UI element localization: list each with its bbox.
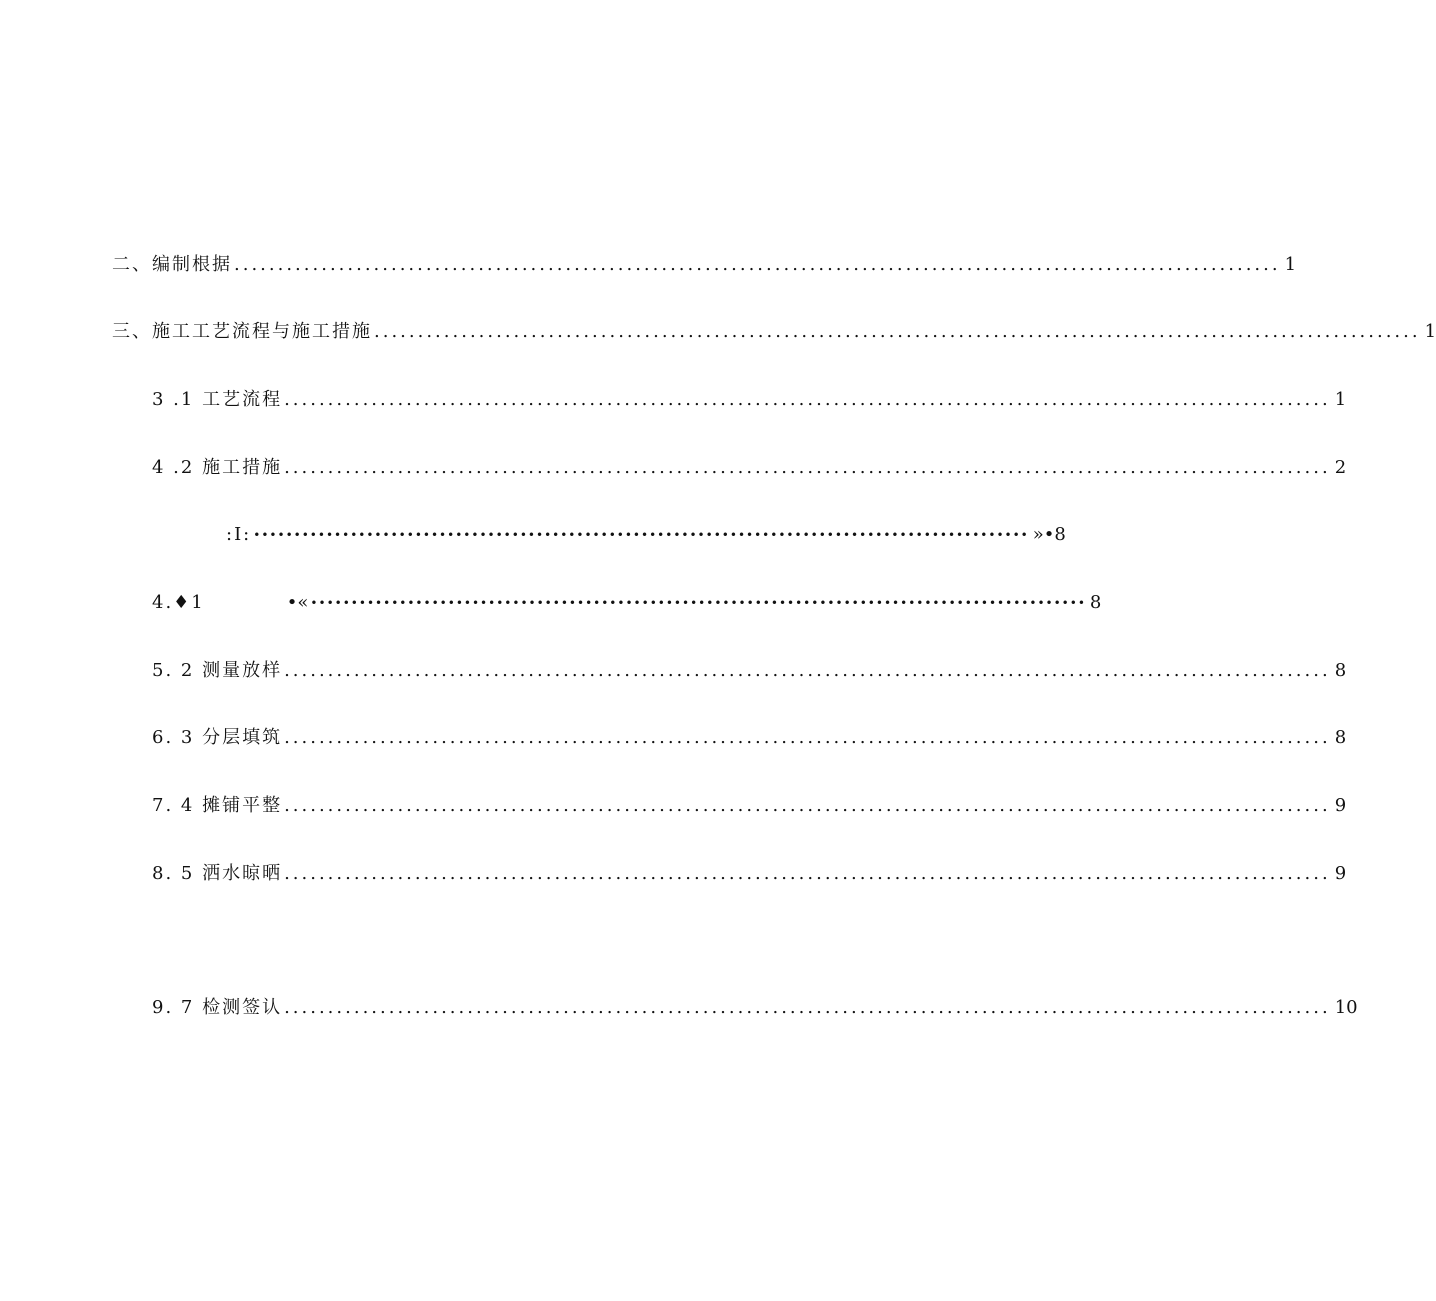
toc-page-number: 8 bbox=[1334, 660, 1347, 681]
toc-page-number: »•8 bbox=[1032, 524, 1066, 545]
toc-entry[interactable] bbox=[152, 791, 1347, 821]
toc-page-number: 1 bbox=[1334, 389, 1347, 410]
toc-entry[interactable] bbox=[112, 250, 1297, 280]
toc-entry[interactable] bbox=[152, 993, 1358, 1023]
toc-dot-leader: ........................................................................................................................ bbox=[374, 321, 1421, 342]
toc-dot-leader: ........................................................................................................................ bbox=[284, 795, 1331, 816]
toc-dot-leader: ........................................................................................................................ bbox=[284, 863, 1331, 884]
toc-entry[interactable] bbox=[152, 453, 1347, 483]
toc-page-number: 2 bbox=[1334, 457, 1347, 478]
toc-bullet-leader: •••••••••••••••••••••••••••••••••••••••••••••••••••••••••••••••••••••••••••••••••••••••••••••••• bbox=[253, 528, 1029, 542]
toc-entry-label: 7. 4 摊铺平整 bbox=[152, 795, 283, 816]
toc-entry-label: 9. 7 检测签认 bbox=[152, 997, 283, 1018]
toc-entry[interactable] bbox=[152, 588, 1102, 618]
toc-entry-label: 5. 2 测量放样 bbox=[152, 660, 283, 681]
toc-page-number: 1 bbox=[1284, 254, 1297, 275]
toc-page-number: 8 bbox=[1089, 592, 1102, 613]
toc-bullet-leader: •••••••••••••••••••••••••••••••••••••••••••••••••••••••••••••••••••••••••••••••••••••••••••••••• bbox=[310, 596, 1086, 610]
toc-entry-label: 6. 3 分层填筑 bbox=[152, 727, 283, 748]
toc-dot-leader: ........................................................................................................................ bbox=[284, 997, 1331, 1018]
toc-entry-label: 4.♦1 bbox=[152, 592, 205, 613]
toc-page-number: 1 bbox=[1424, 321, 1436, 342]
toc-entry[interactable] bbox=[226, 520, 1066, 550]
toc-entry[interactable] bbox=[152, 656, 1347, 686]
toc-entry[interactable] bbox=[152, 859, 1347, 889]
toc-dot-leader: ........................................................................................................................ bbox=[284, 660, 1331, 681]
toc-dot-leader: ........................................................................................................................ bbox=[234, 254, 1281, 275]
toc-entry-label: 8. 5 洒水晾晒 bbox=[152, 863, 283, 884]
toc-dot-leader: ........................................................................................................................ bbox=[284, 457, 1331, 478]
toc-entry-label: :I: bbox=[226, 524, 252, 545]
toc-page-number: 10 bbox=[1334, 997, 1358, 1018]
toc-entry-label: 三、施工工艺流程与施工措施 bbox=[112, 321, 372, 342]
toc-entry[interactable] bbox=[152, 723, 1347, 753]
toc-dot-leader: ........................................................................................................................ bbox=[284, 727, 1331, 748]
toc-leader-prefix: •« bbox=[286, 592, 309, 613]
toc-entry[interactable] bbox=[112, 317, 1436, 347]
toc-page-number: 8 bbox=[1334, 727, 1347, 748]
toc-entry-label: 二、编制根据 bbox=[112, 254, 232, 275]
toc-page-number: 9 bbox=[1334, 863, 1347, 884]
toc-entry-label: 4 .2 施工措施 bbox=[152, 457, 283, 478]
toc-dot-leader: ........................................................................................................................ bbox=[284, 389, 1331, 410]
toc-page-number: 9 bbox=[1334, 795, 1347, 816]
toc-entry-label: 3 .1 工艺流程 bbox=[152, 389, 283, 410]
toc-entry[interactable] bbox=[152, 385, 1347, 415]
